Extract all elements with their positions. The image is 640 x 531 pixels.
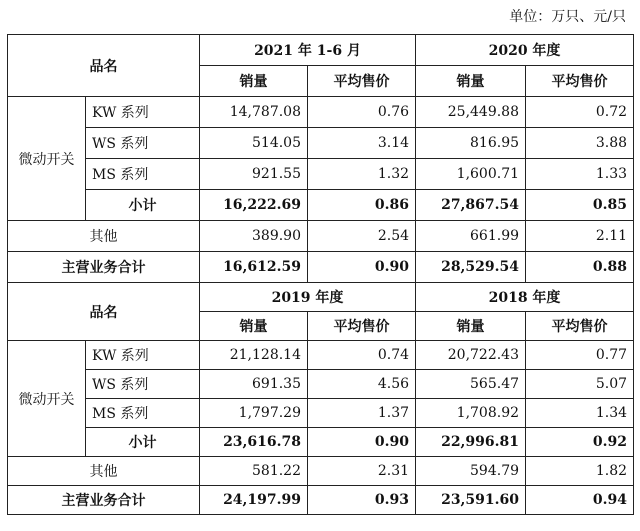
cell-value: 2.31 bbox=[308, 457, 416, 486]
cell-value: 0.72 bbox=[526, 97, 634, 128]
micro-switch-label: 微动开关 bbox=[8, 341, 86, 457]
other-label: 其他 bbox=[8, 457, 200, 486]
cell-value: 5.07 bbox=[526, 370, 634, 399]
cell-value: 0.77 bbox=[526, 341, 634, 370]
table-row bbox=[8, 341, 634, 370]
unit-label: 单位：万只、元/只 bbox=[509, 9, 626, 25]
series-name: KW 系列 bbox=[86, 341, 200, 370]
table-row bbox=[8, 128, 634, 159]
total-row bbox=[8, 486, 634, 515]
table-row bbox=[8, 97, 634, 128]
cell-value: 0.85 bbox=[526, 190, 634, 221]
cell-value: 389.90 bbox=[200, 221, 308, 252]
cell-value: 514.05 bbox=[200, 128, 308, 159]
cell-value: 23,616.78 bbox=[200, 428, 308, 457]
avg-price-header: 平均售价 bbox=[526, 312, 634, 341]
cell-value: 0.74 bbox=[308, 341, 416, 370]
cell-value: 0.92 bbox=[526, 428, 634, 457]
period-header: 2021 年 1-6 月 bbox=[200, 35, 416, 66]
cell-value: 28,529.54 bbox=[416, 252, 526, 283]
cell-value: 16,612.59 bbox=[200, 252, 308, 283]
cell-value: 661.99 bbox=[416, 221, 526, 252]
cell-value: 3.88 bbox=[526, 128, 634, 159]
cell-value: 1,708.92 bbox=[416, 399, 526, 428]
total-label: 主营业务合计 bbox=[8, 252, 200, 283]
cell-value: 0.94 bbox=[526, 486, 634, 515]
cell-value: 1.33 bbox=[526, 159, 634, 190]
avg-price-header: 平均售价 bbox=[308, 312, 416, 341]
cell-value: 4.56 bbox=[308, 370, 416, 399]
table-row bbox=[8, 399, 634, 428]
cell-value: 23,591.60 bbox=[416, 486, 526, 515]
cell-value: 1.37 bbox=[308, 399, 416, 428]
cell-value: 581.22 bbox=[200, 457, 308, 486]
product-name-header: 品名 bbox=[8, 35, 200, 97]
cell-value: 0.88 bbox=[526, 252, 634, 283]
cell-value: 1,797.29 bbox=[200, 399, 308, 428]
series-name: MS 系列 bbox=[86, 159, 200, 190]
cell-value: 0.93 bbox=[308, 486, 416, 515]
cell-value: 594.79 bbox=[416, 457, 526, 486]
cell-value: 0.90 bbox=[308, 252, 416, 283]
cell-value: 816.95 bbox=[416, 128, 526, 159]
total-label: 主营业务合计 bbox=[8, 486, 200, 515]
cell-value: 3.14 bbox=[308, 128, 416, 159]
cell-value: 20,722.43 bbox=[416, 341, 526, 370]
series-name: WS 系列 bbox=[86, 128, 200, 159]
cell-value: 2.11 bbox=[526, 221, 634, 252]
cell-value: 2.54 bbox=[308, 221, 416, 252]
other-label: 其他 bbox=[8, 221, 200, 252]
cell-value: 27,867.54 bbox=[416, 190, 526, 221]
cell-value: 0.90 bbox=[308, 428, 416, 457]
cell-value: 16,222.69 bbox=[200, 190, 308, 221]
avg-price-header: 平均售价 bbox=[526, 66, 634, 97]
period-header: 2018 年度 bbox=[416, 283, 634, 312]
subtotal-row bbox=[8, 428, 634, 457]
other-row bbox=[8, 221, 634, 252]
period-header: 2020 年度 bbox=[416, 35, 634, 66]
cell-value: 22,996.81 bbox=[416, 428, 526, 457]
sales-price-table bbox=[7, 34, 634, 515]
cell-value: 1.34 bbox=[526, 399, 634, 428]
cell-value: 691.35 bbox=[200, 370, 308, 399]
subtotal-label: 小计 bbox=[86, 428, 200, 457]
series-name: WS 系列 bbox=[86, 370, 200, 399]
avg-price-header: 平均售价 bbox=[308, 66, 416, 97]
other-row bbox=[8, 457, 634, 486]
total-row bbox=[8, 252, 634, 283]
cell-value: 0.86 bbox=[308, 190, 416, 221]
product-name-header: 品名 bbox=[8, 283, 200, 341]
subtotal-row bbox=[8, 190, 634, 221]
cell-value: 25,449.88 bbox=[416, 97, 526, 128]
cell-value: 1.32 bbox=[308, 159, 416, 190]
period-header: 2019 年度 bbox=[200, 283, 416, 312]
cell-value: 21,128.14 bbox=[200, 341, 308, 370]
micro-switch-label: 微动开关 bbox=[8, 97, 86, 221]
cell-value: 565.47 bbox=[416, 370, 526, 399]
series-name: MS 系列 bbox=[86, 399, 200, 428]
cell-value: 1.82 bbox=[526, 457, 634, 486]
cell-value: 24,197.99 bbox=[200, 486, 308, 515]
table-row bbox=[8, 370, 634, 399]
sales-volume-header: 销量 bbox=[416, 312, 526, 341]
cell-value: 0.76 bbox=[308, 97, 416, 128]
cell-value: 1,600.71 bbox=[416, 159, 526, 190]
table-row bbox=[8, 159, 634, 190]
sales-volume-header: 销量 bbox=[200, 312, 308, 341]
cell-value: 14,787.08 bbox=[200, 97, 308, 128]
sales-volume-header: 销量 bbox=[416, 66, 526, 97]
series-name: KW 系列 bbox=[86, 97, 200, 128]
cell-value: 921.55 bbox=[200, 159, 308, 190]
period-header-row bbox=[8, 283, 634, 312]
sales-volume-header: 销量 bbox=[200, 66, 308, 97]
period-header-row bbox=[8, 35, 634, 66]
subtotal-label: 小计 bbox=[86, 190, 200, 221]
